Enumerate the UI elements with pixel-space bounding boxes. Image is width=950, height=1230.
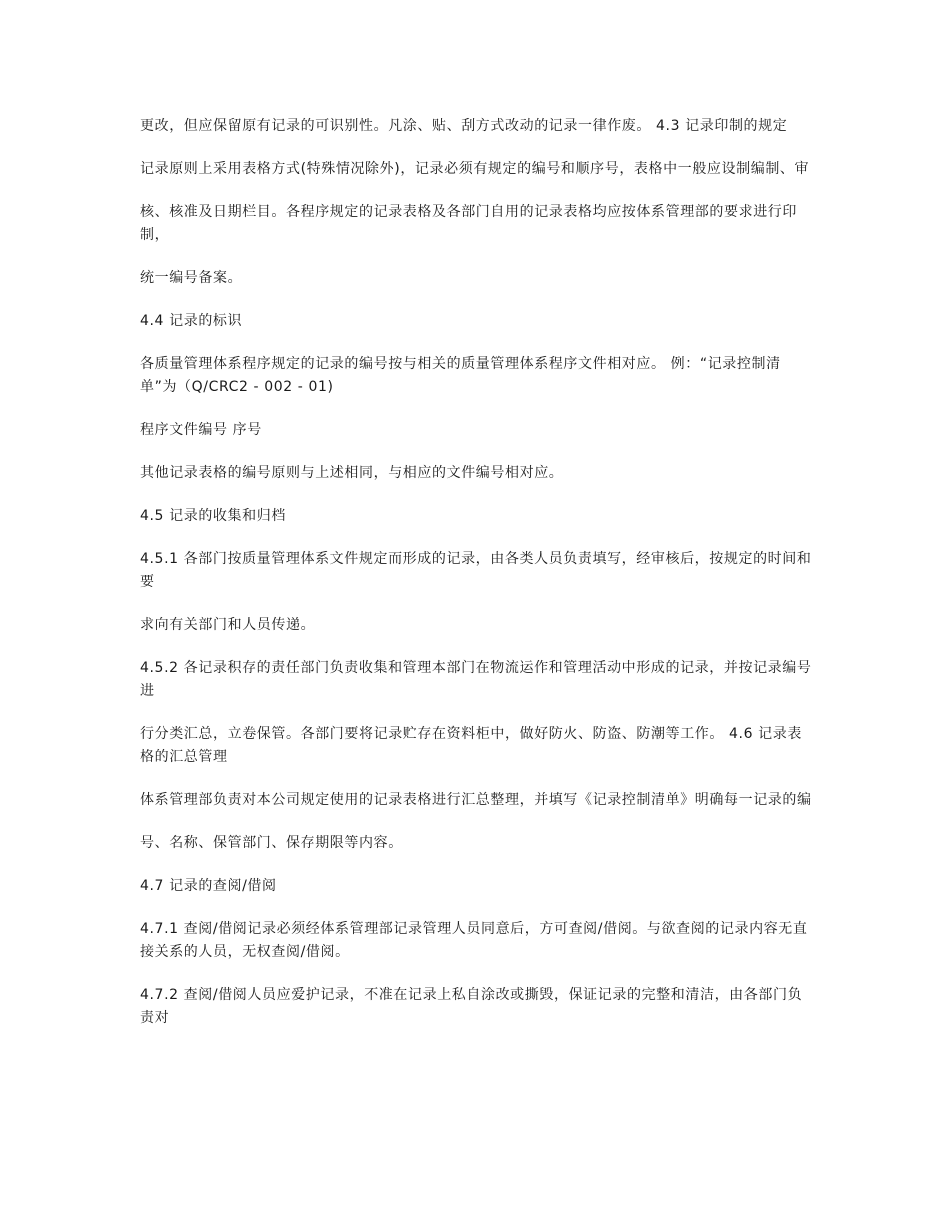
- document-body: [140, 115, 815, 1050]
- paragraph-record-printing: 核、核准及日期栏目。各程序规定的记录表格及各部门自用的记录表格均应按体系管理部的要求进行印制，: [140, 204, 797, 243]
- section-heading-4-4: 4.4 记录的标识: [140, 313, 243, 329]
- paragraph-unified-numbering: 统一编号备案。: [140, 270, 243, 286]
- section-heading-4-5: 4.5 记录的收集和归档: [140, 508, 286, 524]
- paragraph-4-5-1: 4.5.1 各部门按质量管理体系文件规定而形成的记录，由各类人员负责填写，经审核后，按规定的时间和要: [140, 551, 812, 590]
- paragraph-other-forms-numbering: 其他记录表格的编号原则与上述相同，与相应的文件编号相对应。: [140, 465, 564, 481]
- paragraph-record-modification: 更改，但应保留原有记录的可识别性。凡涂、贴、刮方式改动的记录一律作废。 4.3 记录印制的规定: [140, 118, 788, 134]
- section-heading-4-7: 4.7 记录的查阅/借阅: [140, 878, 277, 894]
- paragraph-record-format: 记录原则上采用表格方式(特殊情况除外)，记录必须有规定的编号和顺序号，表格中一般应设制编制、审: [140, 161, 810, 177]
- paragraph-4-5-2: 4.5.2 各记录积存的责任部门负责收集和管理本部门在物流运作和管理活动中形成的记录，并按记录编号进: [140, 660, 812, 699]
- paragraph-4-7-2: 4.7.2 查阅/借阅人员应爱护记录，不准在记录上私自涂改或撕毁，保证记录的完整和清洁，由各部门负责对: [140, 987, 803, 1026]
- paragraph-4-5-2-cont: 行分类汇总，立卷保管。各部门要将记录贮存在资料柜中，做好防火、防盗、防潮等工作。 4.6 记录表格的汇总管理: [140, 726, 802, 765]
- paragraph-4-6: 体系管理部负责对本公司规定使用的记录表格进行汇总整理，并填写《记录控制清单》明确每一记录的编: [140, 792, 812, 808]
- paragraph-4-5-1-cont: 求向有关部门和人员传递。: [140, 617, 316, 633]
- paragraph-4-7-1: 4.7.1 查阅/借阅记录必须经体系管理部记录管理人员同意后，方可查阅/借阅。与欲查阅的记录内容无直接关系的人员，无权查阅/借阅。: [140, 921, 808, 960]
- paragraph-record-identification: 各质量管理体系程序规定的记录的编号按与相关的质量管理体系程序文件相对应。 例：“记录控制清单”为（Q/CRC2 - 002 - 01): [140, 356, 781, 395]
- paragraph-4-6-cont: 号、名称、保管部门、保存期限等内容。: [140, 835, 403, 851]
- paragraph-numbering-legend: 程序文件编号 序号: [140, 422, 262, 438]
